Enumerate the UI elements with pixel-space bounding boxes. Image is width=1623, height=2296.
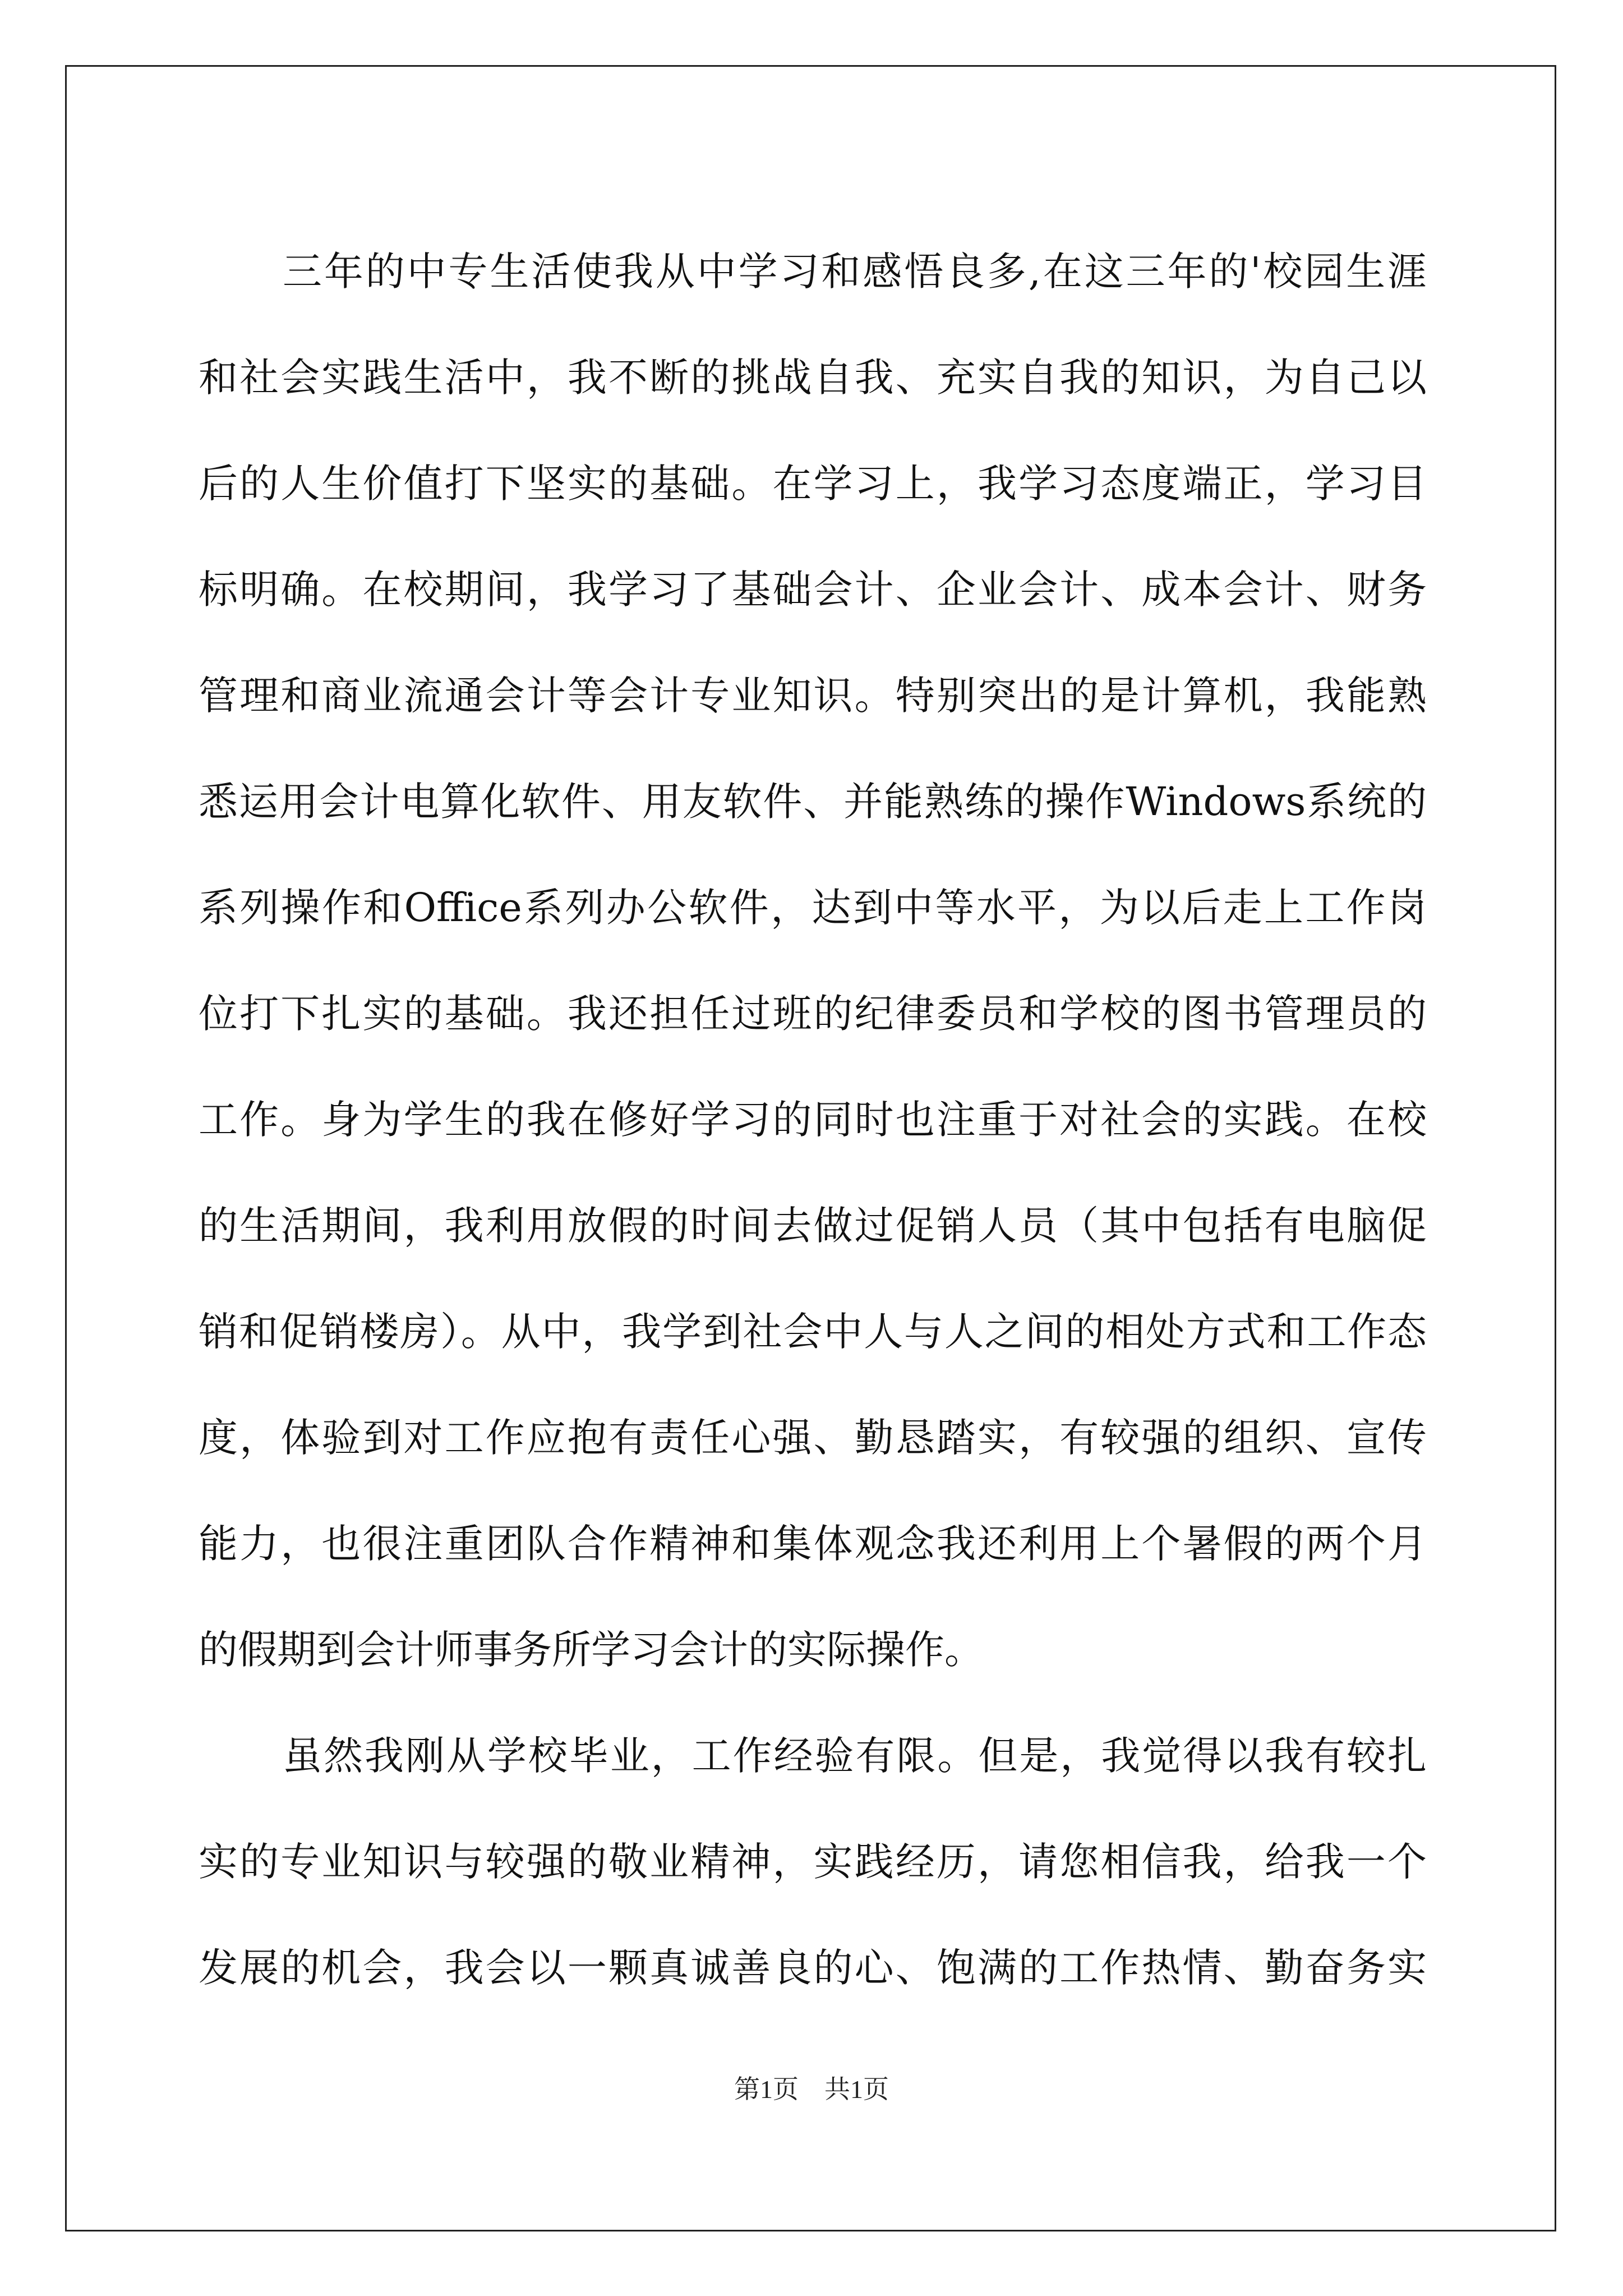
paragraph-1-line-6: 悉运用会计电算化软件、用友软件、并能熟练的操作Windows系统的 xyxy=(199,779,1427,825)
paragraph-1-line-5: 管理和商业流通会计等会计专业知识。特别突出的是计算机，我能熟 xyxy=(199,673,1427,719)
paragraph-1-line-13: 能力，也很注重团队合作精神和集体观念我还利用上个暑假的两个月 xyxy=(199,1521,1427,1567)
paragraph-1-line-8: 位打下扎实的基础。我还担任过班的纪律委员和学校的图书管理员的 xyxy=(199,991,1427,1037)
paragraph-2-line-2: 实的专业知识与较强的敬业精神，实践经历，请您相信我，给我一个 xyxy=(199,1839,1427,1885)
page-footer: 第1页 共1页 xyxy=(734,2075,889,2104)
paragraph-1-line-9: 工作。身为学生的我在修好学习的同时也注重于对社会的实践。在校 xyxy=(199,1097,1427,1143)
paragraph-1-line-12: 度，体验到对工作应抱有责任心强、勤恳踏实，有较强的组织、宣传 xyxy=(199,1415,1427,1461)
paragraph-2-line-1: 虽然我刚从学校毕业，工作经验有限。但是，我觉得以我有较扎 xyxy=(283,1733,1427,1779)
paragraph-1-line-10: 的生活期间，我利用放假的时间去做过促销人员（其中包括有电脑促 xyxy=(199,1203,1427,1249)
paragraph-1-line-3: 后的人生价值打下坚实的基础。在学习上，我学习态度端正，学习目 xyxy=(199,461,1427,507)
paragraph-1-line-4: 标明确。在校期间，我学习了基础会计、企业会计、成本会计、财务 xyxy=(199,567,1427,613)
paragraph-1-line-7: 系列操作和Office系列办公软件，达到中等水平，为以后走上工作岗 xyxy=(199,885,1427,931)
paragraph-1-line-2: 和社会实践生活中，我不断的挑战自我、充实自我的知识，为自己以 xyxy=(199,355,1427,401)
paragraph-2-line-3: 发展的机会，我会以一颗真诚善良的心、饱满的工作热情、勤奋务实 xyxy=(199,1945,1427,1991)
paragraph-1-line-11: 销和促销楼房）。从中，我学到社会中人与人之间的相处方式和工作态 xyxy=(199,1309,1427,1355)
paragraph-1-line-1: 三年的中专生活使我从中学习和感悟良多,在这三年的'校园生涯 xyxy=(283,249,1427,295)
paragraph-1-line-14: 的假期到会计师事务所学习会计的实际操作。 xyxy=(199,1627,984,1673)
letter-body xyxy=(199,219,1427,2021)
